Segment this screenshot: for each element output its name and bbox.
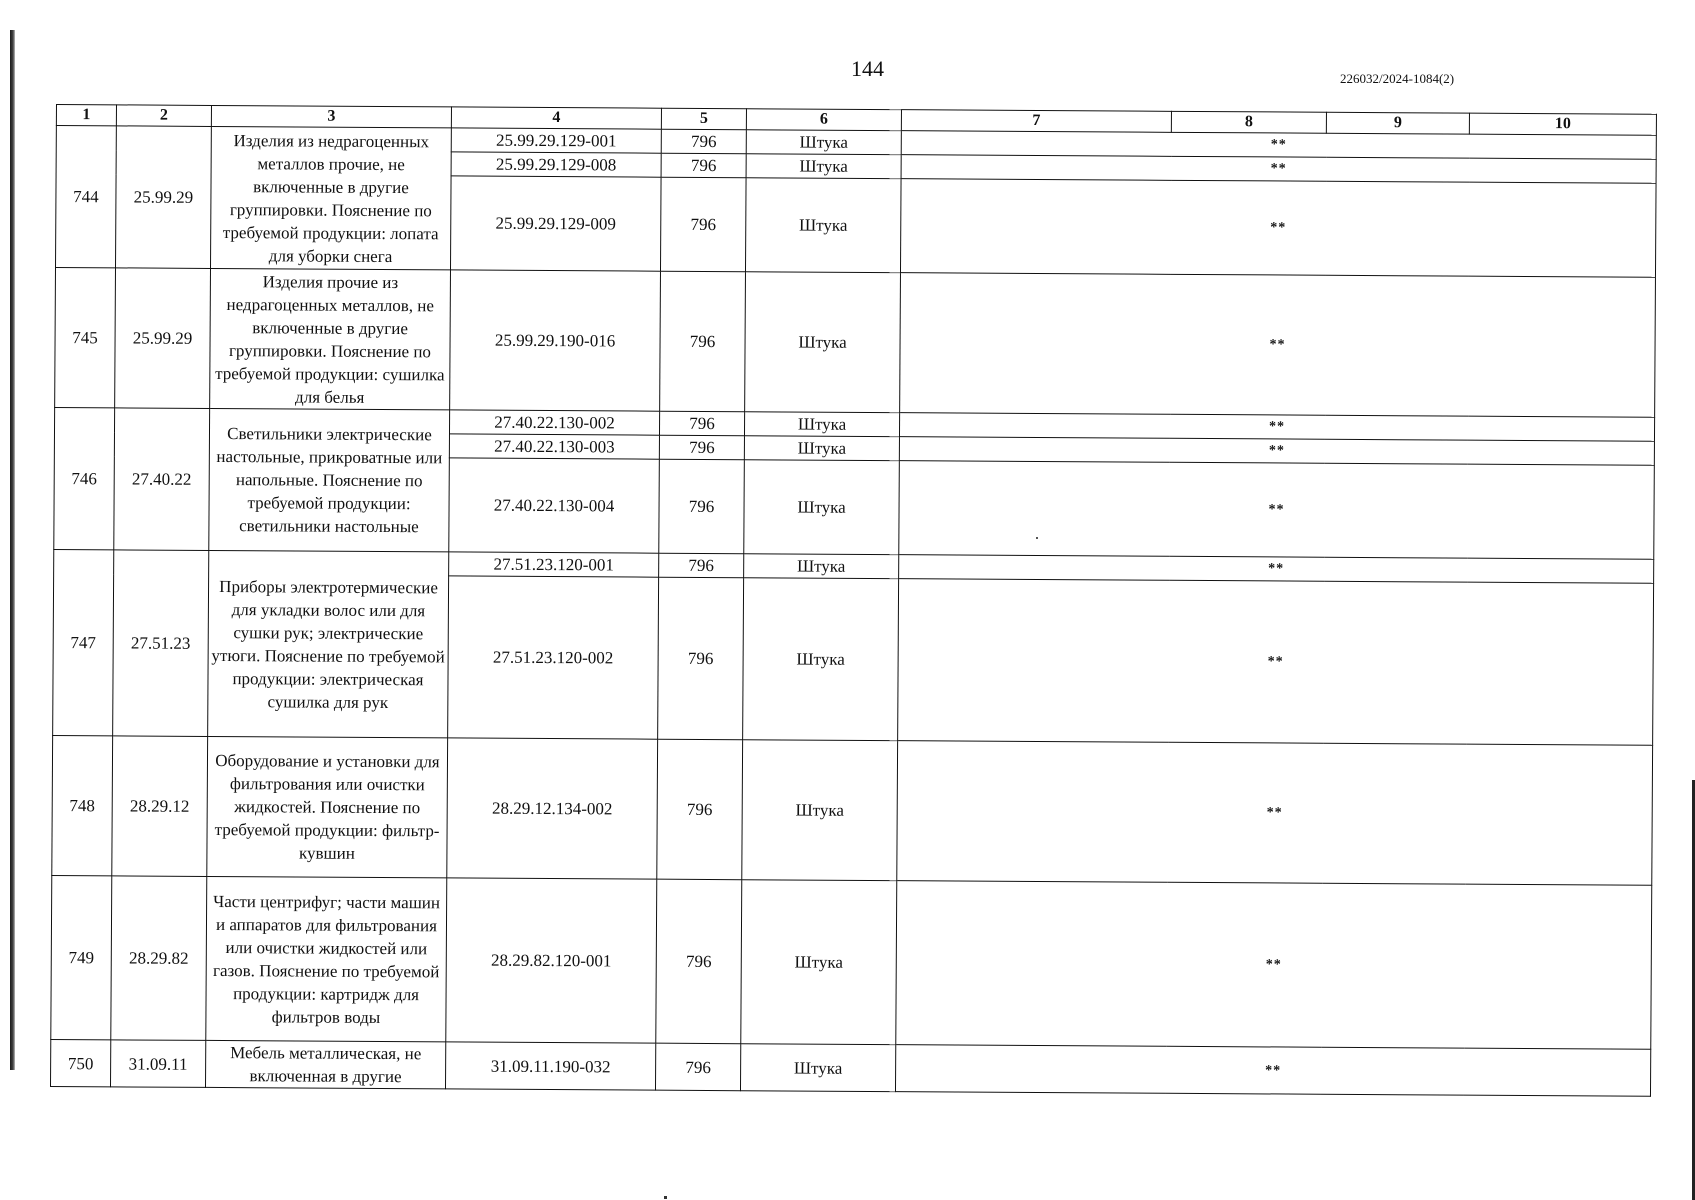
table-row	[50, 1039, 1650, 1096]
column-header: 7	[901, 110, 1171, 133]
product-description: Изделия из недрагоценных металлов прочие, не включенные в другие группировки. Пояснение по требуемой продукции: лопата для уборки снега	[210, 126, 451, 269]
unit-name: Штука	[744, 554, 899, 579]
table-row	[55, 268, 1656, 418]
item-code: 25.99.29.190-016	[450, 270, 661, 411]
document-id: 226032/2024-1084(2)	[1340, 71, 1455, 86]
item-code: 27.51.23.120-001	[449, 552, 659, 577]
product-description: Светильники электрические настольные, прикроватные или напольные. Пояснение по требуемой продукции: светильники настольные	[209, 408, 450, 551]
mark-cell: **	[899, 437, 1654, 466]
okpd-code: 31.09.11	[110, 1040, 205, 1088]
table-row	[51, 875, 1652, 1049]
mark-cell: **	[901, 131, 1656, 160]
unit-code: 796	[659, 553, 744, 578]
unit-name: Штука	[744, 412, 899, 437]
unit-code: 796	[659, 411, 744, 436]
column-header: 3	[211, 105, 451, 127]
mark-cell: **	[901, 155, 1656, 184]
unit-name: Штука	[744, 436, 899, 461]
mark-cell: **	[897, 741, 1653, 886]
scan-edge-left	[10, 30, 15, 1070]
okpd-code: 25.99.29	[116, 126, 212, 269]
mark-cell: **	[900, 179, 1656, 278]
mark-cell: **	[895, 1045, 1650, 1097]
item-code: 28.29.82.120-001	[446, 878, 657, 1043]
okpd-code: 28.29.82	[111, 876, 207, 1041]
column-header: 6	[746, 109, 901, 131]
item-code: 27.40.22.130-002	[449, 410, 659, 435]
column-header: 2	[116, 105, 211, 127]
okpd-code: 28.29.12	[112, 736, 208, 877]
product-description: Приборы электротермические для укладки волос или для сушки рук; электрические утюги. Пояснение по требуемой продукции: электрическая сушилка для рук	[208, 550, 449, 737]
unit-code: 796	[658, 577, 744, 740]
row-number: 747	[53, 549, 114, 735]
okpd-code: 25.99.29	[115, 268, 211, 409]
okpd-code: 27.51.23	[113, 550, 209, 737]
row-number: 748	[52, 735, 113, 875]
product-description: Части центрифуг; части машин и аппаратов для фильтрования или очистки жидкостей или газов. Пояснение по требуемой продукции: картридж для фильтров воды	[206, 876, 447, 1041]
table-row	[52, 735, 1653, 885]
row-number: 750	[50, 1039, 110, 1086]
unit-code: 796	[657, 739, 743, 880]
mark-cell: **	[899, 461, 1655, 560]
mark-cell: **	[898, 579, 1654, 746]
okpd-code: 27.40.22	[114, 408, 210, 551]
column-header: 5	[661, 108, 746, 130]
row-number: 745	[55, 268, 116, 408]
unit-code: 796	[660, 177, 746, 272]
unit-code: 796	[655, 1043, 740, 1091]
item-code: 31.09.11.190-032	[445, 1042, 655, 1090]
column-header: 8	[1171, 111, 1326, 133]
products-table	[50, 104, 1657, 1097]
mark-cell: **	[899, 555, 1654, 584]
unit-code: 796	[661, 153, 746, 178]
unit-name: Штука	[746, 130, 901, 155]
row-number: 744	[56, 126, 117, 268]
unit-name: Штука	[743, 578, 899, 741]
item-code: 27.40.22.130-004	[449, 458, 660, 553]
row-number: 746	[54, 407, 115, 549]
unit-name: Штука	[740, 1044, 895, 1092]
unit-name: Штука	[744, 460, 900, 555]
item-code: 25.99.29.129-001	[451, 128, 661, 153]
unit-code: 796	[661, 129, 746, 154]
row-number: 749	[51, 875, 112, 1039]
unit-code: 796	[656, 879, 742, 1044]
item-code: 27.51.23.120-002	[448, 576, 659, 739]
unit-name: Штука	[745, 178, 901, 273]
item-code: 25.99.29.129-009	[450, 176, 661, 271]
item-code: 25.99.29.129-008	[451, 152, 661, 177]
column-header: 10	[1469, 113, 1656, 135]
unit-name: Штука	[746, 154, 901, 179]
product-description: Мебель металлическая, не включенная в другие	[205, 1040, 445, 1088]
product-description: Изделия прочие из недрагоценных металлов, не включенные в другие группировки. Пояснение по требуемой продукции: сушилка для белья	[210, 268, 451, 409]
item-code: 28.29.12.134-002	[447, 738, 658, 879]
unit-name: Штука	[741, 880, 897, 1045]
table-body	[50, 105, 1656, 1097]
unit-code: 796	[660, 271, 746, 412]
table-sheet	[50, 104, 1656, 1097]
unit-name: Штука	[742, 740, 898, 881]
unit-code: 796	[659, 459, 745, 554]
column-header: 1	[56, 105, 116, 126]
column-header: 9	[1326, 112, 1469, 134]
mark-cell: **	[899, 413, 1654, 442]
mark-cell: **	[900, 273, 1656, 418]
product-description: Оборудование и установки для фильтрования или очистки жидкостей. Пояснение по требуемой продукции: фильтр-кувшин	[207, 736, 448, 877]
page-number: 144	[851, 56, 884, 81]
unit-name: Штука	[745, 272, 901, 413]
item-code: 27.40.22.130-003	[449, 434, 659, 459]
mark-cell: **	[896, 881, 1652, 1050]
unit-code: 796	[659, 435, 744, 460]
scan-speck	[664, 1196, 667, 1199]
column-header: 4	[451, 107, 661, 129]
